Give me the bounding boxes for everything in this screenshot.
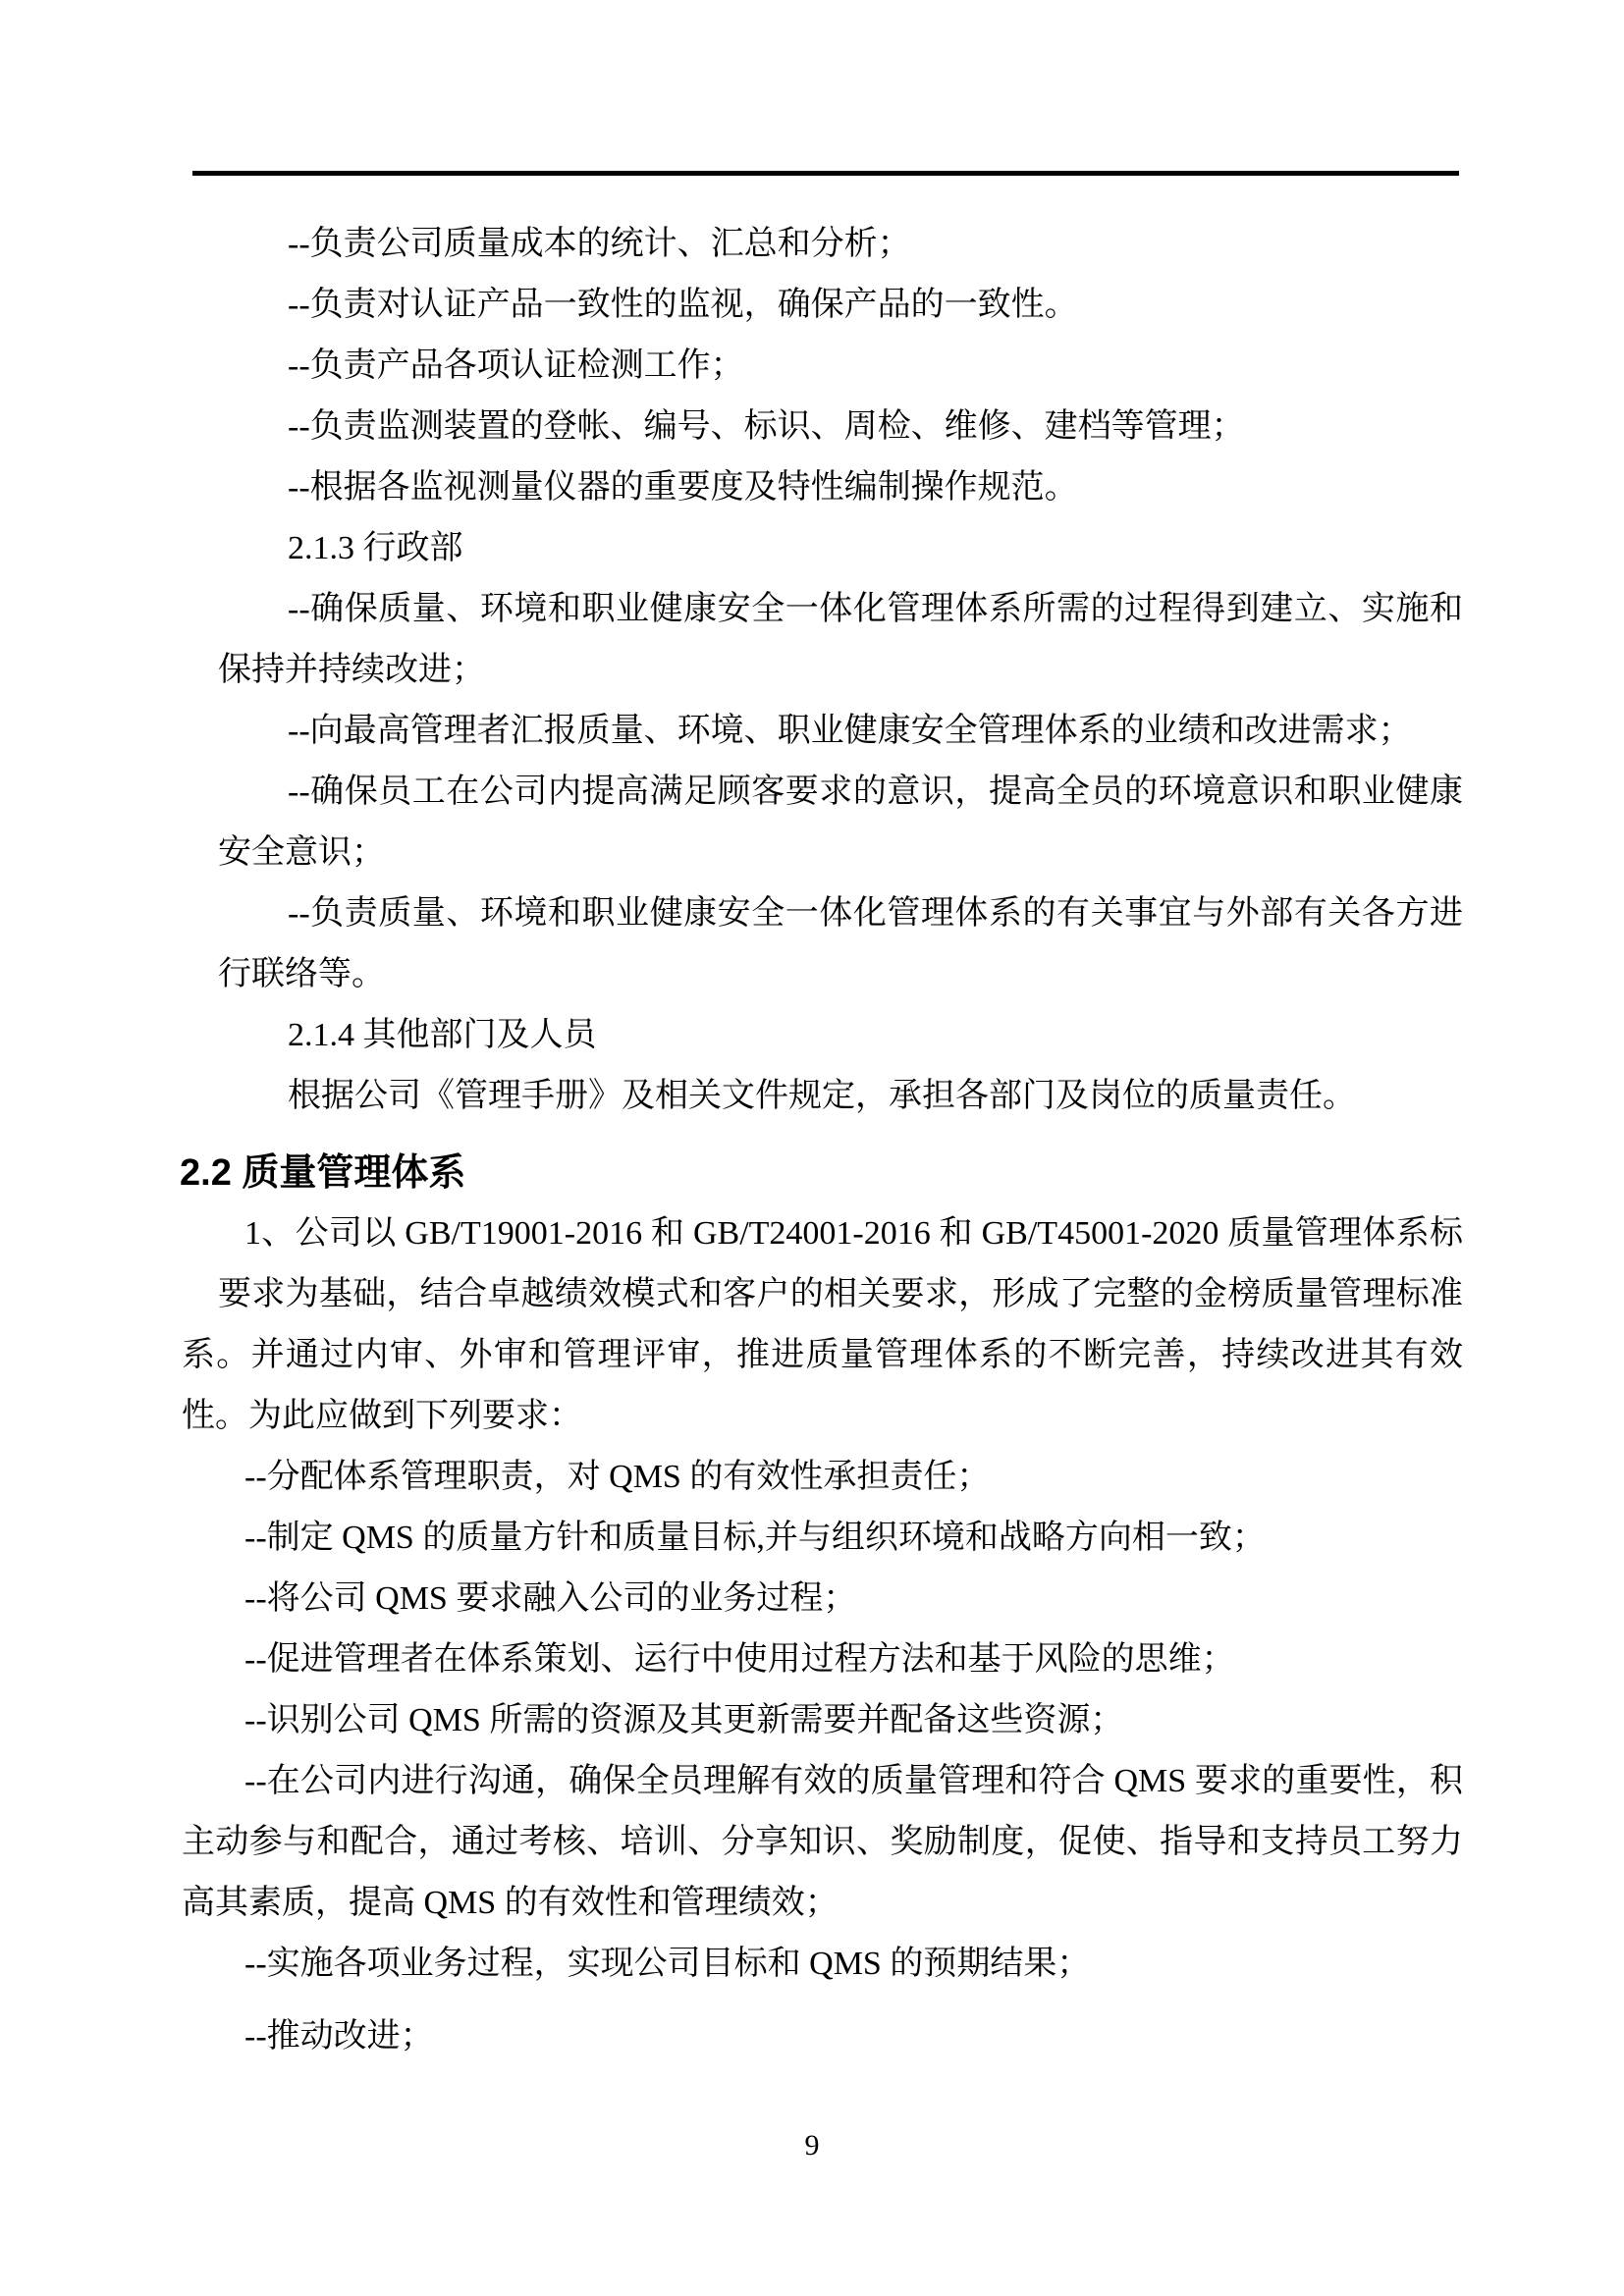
text-line: 主动参与和配合，通过考核、培训、分享知识、奖励制度，促使、指导和支持员工努力 [182,1824,1463,1860]
text-line: --负责质量、环境和职业健康安全一体化管理体系的有关事宜与外部有关各方进 [288,895,1463,932]
text-line: --制定 QMS 的质量方针和质量目标,并与组织环境和战略方向相一致； [244,1520,1266,1556]
text-line: 根据公司《管理手册》及相关文件规定，承担各部门及岗位的质量责任。 [288,1078,1356,1114]
text-line: --确保员工在公司内提高满足顾客要求的意识，提高全员的环境意识和职业健康 [288,774,1463,810]
document-body [0,214,1624,2067]
text-line: 安全意识； [218,834,385,871]
text-line: --根据各监视测量仪器的重要度及特性编制操作规范。 [288,469,1078,506]
header-rule [192,171,1459,176]
text-line: --将公司 QMS 要求融入公司的业务过程； [244,1580,857,1617]
text-line: 保持并持续改进； [218,652,485,688]
text-line: 要求为基础，结合卓越绩效模式和客户的相关要求，形成了完整的金榜质量管理标准 [218,1276,1463,1312]
text-line: --负责监测装置的登帐、编号、标识、周检、维修、建档等管理； [288,408,1245,445]
text-line: --负责公司质量成本的统计、汇总和分析； [288,226,911,262]
text-line: --分配体系管理职责，对 QMS 的有效性承担责任； [244,1459,991,1495]
text-line: 行联络等。 [218,956,385,992]
text-line: --负责产品各项认证检测工作； [288,347,744,384]
text-line: --识别公司 QMS 所需的资源及其更新需要并配备这些资源； [244,1702,1124,1738]
text-line: --确保质量、环境和职业健康安全一体化管理体系所需的过程得到建立、实施和 [288,591,1463,627]
text-line: --向最高管理者汇报质量、环境、职业健康安全管理体系的业绩和改进需求； [288,713,1412,749]
text-line: --在公司内进行沟通，确保全员理解有效的质量管理和符合 QMS 要求的重要性，积 [244,1763,1463,1799]
text-line: 高其素质，提高 QMS 的有效性和管理绩效； [182,1885,839,1921]
text-line: --推动改进； [244,2018,434,2055]
section-heading: 2.2 质量管理体系 [180,1152,466,1194]
text-line: --实施各项业务过程，实现公司目标和 QMS 的预期结果； [244,1946,1091,1982]
subsection-heading: 2.1.3 行政部 [288,530,463,566]
text-line: --负责对认证产品一致性的监视，确保产品的一致性。 [288,287,1078,323]
text-line: 性。为此应做到下列要求： [182,1398,582,1434]
subsection-heading: 2.1.4 其他部门及人员 [288,1017,597,1053]
text-line: --促进管理者在体系策划、运行中使用过程方法和基于风险的思维； [244,1641,1235,1678]
page-number: 9 [804,2129,820,2162]
text-line: 1、公司以 GB/T19001-2016 和 GB/T24001-2016 和 GB/T45001-2020 质量管理体系标 [244,1215,1463,1252]
text-line: 系。并通过内审、外审和管理评审，推进质量管理体系的不断完善，持续改进其有效 [182,1337,1463,1373]
